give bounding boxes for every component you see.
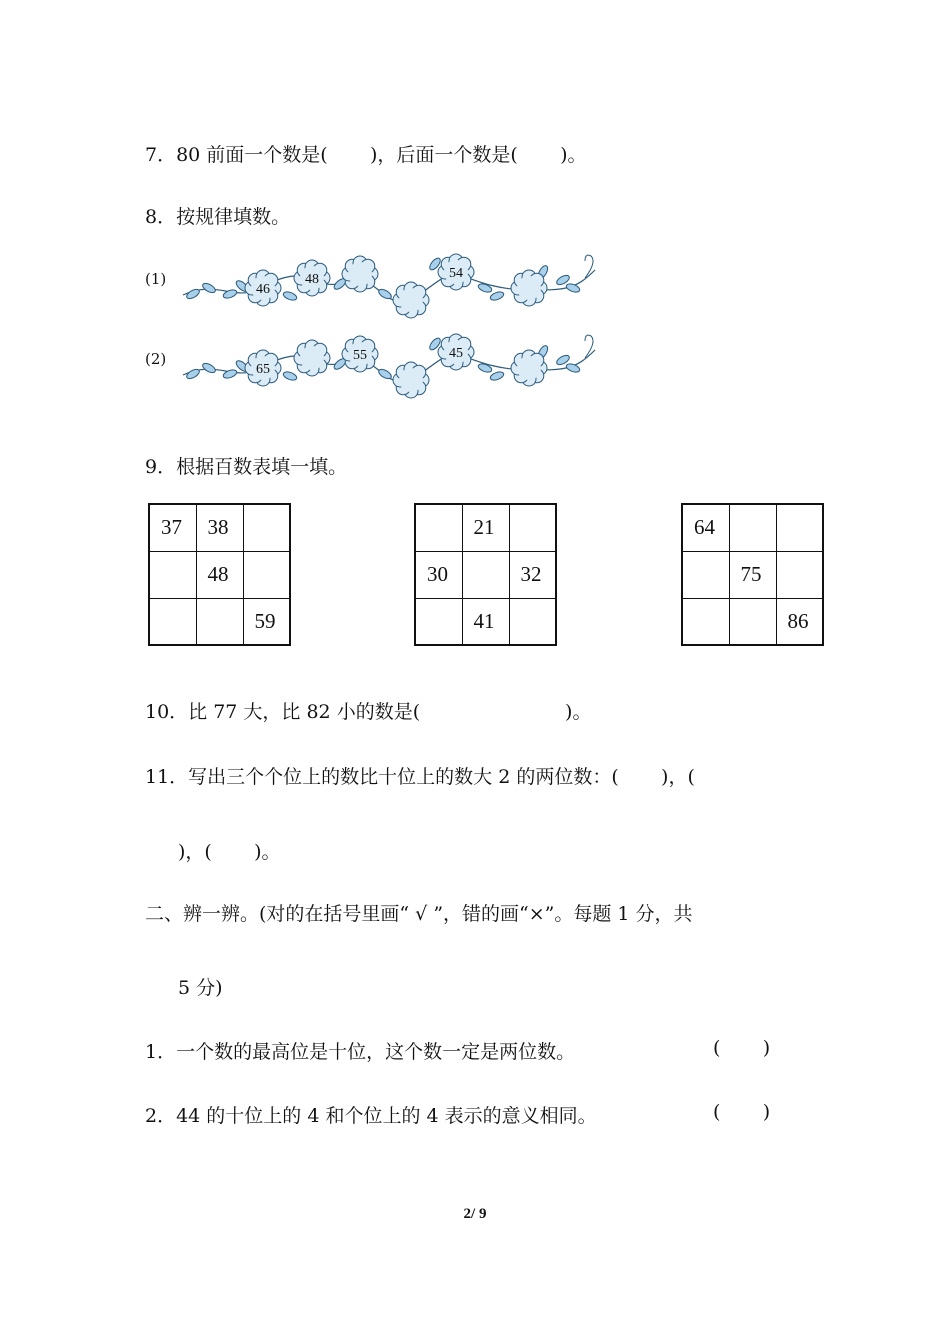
- flower-number: [245, 350, 281, 386]
- flower-blank[interactable]: [511, 350, 547, 386]
- flower-blank[interactable]: [393, 362, 429, 398]
- leaf-icon: [565, 362, 581, 373]
- grid-cell-number: 48: [196, 551, 243, 598]
- flower-number: [342, 336, 378, 372]
- grid-row: [682, 504, 823, 551]
- judge-2: 2．44 的十位上的 4 和个位上的 4 表示的意义相同。: [145, 1105, 597, 1127]
- leaf-icon: [222, 288, 238, 299]
- grid-cell-number: 41: [462, 598, 509, 645]
- grid-cell-blank[interactable]: [462, 551, 509, 598]
- grid-row: [149, 598, 290, 645]
- grid-row: [682, 598, 823, 645]
- leaf-icon: [201, 281, 217, 294]
- grid-row: [682, 551, 823, 598]
- flower-label: 55: [353, 348, 367, 363]
- curl-tendril: [585, 255, 593, 278]
- grid-cell-blank[interactable]: [196, 598, 243, 645]
- flower-vine-2: [145, 330, 615, 405]
- row-label: (1): [145, 270, 167, 288]
- grid-cell-number: 86: [776, 598, 823, 645]
- question-9: 9．根据百数表填一填。: [145, 456, 348, 478]
- grid-cell-blank[interactable]: [682, 551, 729, 598]
- grid-cell-number: 21: [462, 504, 509, 551]
- flower-number: [245, 270, 281, 306]
- flower-number: [438, 334, 474, 370]
- grid-row: [415, 598, 556, 645]
- question-10: 10．比 77 大，比 82 小的数是( )。: [145, 701, 592, 723]
- grid-cell-blank[interactable]: [729, 598, 776, 645]
- question-8: 8．按规律填数。: [145, 206, 291, 228]
- grid-cell-blank[interactable]: [149, 551, 196, 598]
- section-2-score: 5 分): [178, 977, 223, 999]
- grid-cell-blank[interactable]: [415, 504, 462, 551]
- leaf-icon: [565, 282, 581, 293]
- grid-row: [415, 504, 556, 551]
- hundred-chart-2: [414, 503, 557, 646]
- grid-row: [149, 504, 290, 551]
- flower-label: 48: [305, 272, 319, 287]
- flower-blank[interactable]: [342, 256, 378, 292]
- leaf-icon: [222, 368, 238, 379]
- grid-cell-blank[interactable]: [243, 504, 290, 551]
- leaf-icon: [489, 370, 505, 381]
- grid-cell-blank[interactable]: [776, 504, 823, 551]
- page-number: 2/ 9: [463, 1206, 487, 1222]
- flower-label: 54: [449, 266, 463, 281]
- grid-cell-blank[interactable]: [243, 551, 290, 598]
- grid-cell-number: 38: [196, 504, 243, 551]
- flower-vine-1: [145, 250, 615, 325]
- leaf-icon: [377, 287, 393, 300]
- flower-blank[interactable]: [511, 270, 547, 306]
- row-label: (2): [145, 350, 167, 368]
- flower-label: 46: [256, 282, 270, 297]
- flower-number: [438, 254, 474, 290]
- judge-1: 1．一个数的最高位是十位，这个数一定是两位数。: [145, 1041, 576, 1063]
- flower-blank[interactable]: [393, 282, 429, 318]
- leaf-icon: [185, 287, 201, 300]
- leaf-icon: [201, 361, 217, 374]
- flower-number: [294, 260, 330, 296]
- grid-cell-number: 64: [682, 504, 729, 551]
- flower-row-2: [145, 330, 615, 390]
- leaf-icon: [185, 367, 201, 380]
- answer-parens-2[interactable]: ( ): [713, 1101, 771, 1123]
- grid-cell-number: 75: [729, 551, 776, 598]
- answer-parens-1[interactable]: ( ): [713, 1037, 771, 1059]
- leaf-icon: [477, 362, 493, 373]
- leaf-icon: [489, 290, 505, 301]
- curl-tendril: [585, 335, 593, 358]
- grid-cell-blank[interactable]: [415, 598, 462, 645]
- flower-blank[interactable]: [294, 340, 330, 376]
- flower-label: 45: [449, 346, 463, 361]
- leaf-icon: [477, 282, 493, 293]
- question-11-line2: )，( )。: [178, 841, 281, 863]
- grid-cell-blank[interactable]: [682, 598, 729, 645]
- grid-cell-blank[interactable]: [509, 504, 556, 551]
- question-11-line1: 11．写出三个个位上的数比十位上的数大 2 的两位数：( )，(: [145, 766, 695, 788]
- hundred-chart-3: [681, 503, 824, 646]
- leaf-icon: [282, 370, 298, 381]
- section-2-heading: 二、辨一辨。(对的在括号里画“ √ ”，错的画“×”。每题 1 分，共: [145, 903, 693, 925]
- flower-row-1: [145, 250, 615, 310]
- grid-row: [149, 551, 290, 598]
- grid-cell-blank[interactable]: [776, 551, 823, 598]
- grid-row: [415, 551, 556, 598]
- grid-cell-number: 32: [509, 551, 556, 598]
- leaf-icon: [282, 290, 298, 301]
- grid-cell-number: 37: [149, 504, 196, 551]
- question-7: 7．80 前面一个数是( )，后面一个数是( )。: [145, 144, 587, 166]
- grid-cell-blank[interactable]: [509, 598, 556, 645]
- leaf-icon: [377, 367, 393, 380]
- hundred-chart-1: [148, 503, 291, 646]
- grid-cell-blank[interactable]: [149, 598, 196, 645]
- grid-cell-number: 59: [243, 598, 290, 645]
- grid-cell-number: 30: [415, 551, 462, 598]
- grid-cell-blank[interactable]: [729, 504, 776, 551]
- flower-label: 65: [256, 362, 270, 377]
